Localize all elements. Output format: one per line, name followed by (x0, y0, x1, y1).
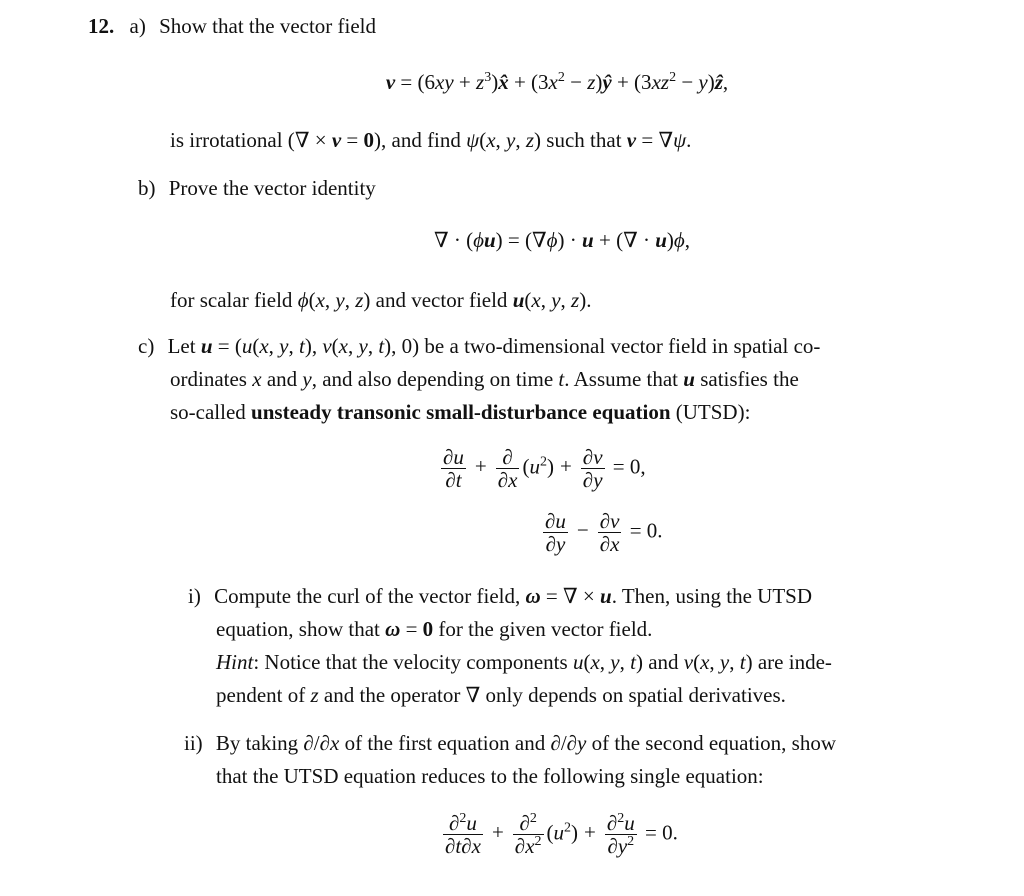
part-c-line2: ordinates x and y, and also depending on time t. Assume that u satisfies the (170, 367, 799, 391)
part-ci-line2: equation, show that ω = 0 for the given vector field. (216, 617, 653, 641)
part-c-line1: c) Let u = (u(x, y, t), v(x, y, t), 0) be a two-dimensional vector field in spatial co- (138, 334, 821, 358)
part-ci-hint: Hint: Notice that the velocity components u(x, y, t) and v(x, y, t) are inde- (216, 650, 832, 674)
part-b-intro: Prove the vector identity (168, 176, 376, 200)
part-b-heading (138, 176, 376, 201)
part-c-line3: so-called unsteady transonic small-disturbance equation (UTSD): (170, 400, 751, 424)
hint-label: Hint (216, 650, 254, 674)
utsd-equation-1: $\frac{\partial u}{\partial t}$ + $\frac{\partial}{\partial x}$ $(u^2)$ + $\frac{\partial v}{\partial y}$ = 0, (443, 445, 646, 493)
utsd-term: unsteady transonic small-disturbance equation (251, 400, 671, 424)
part-ci-line1: i) Compute the curl of the vector field, ω = ∇ × u. Then, using the UTSD (188, 584, 812, 608)
part-a-label: a) (129, 14, 146, 38)
part-cii-label: ii) (184, 731, 203, 755)
part-b-label: b) (138, 176, 156, 200)
vector-identity-equation: ∇ · (ϕu) = (∇ϕ) · u + (∇ · u)ϕ, (433, 228, 691, 252)
part-b-statement: for scalar field ϕ(x, y, z) and vector field u(x, y, z). (170, 288, 592, 312)
part-a-intro: Show that the vector field (159, 14, 377, 38)
part-cii-line2: that the UTSD equation reduces to the following single equation: (216, 764, 764, 788)
part-a-heading (88, 14, 376, 39)
part-a-statement: is irrotational (∇ × v = 0), and find ψ(x, y, z) such that v = ∇ψ. (170, 128, 692, 152)
part-ci-label: i) (188, 584, 201, 608)
utsd-equation-2: $\frac{\partial u}{\partial y}$ − $\frac{\partial v}{\partial x}$ = 0. (545, 509, 663, 557)
vector-field-equation: $v = (6xy + z^3)x̂ + (3x^2$ − z)ŷ + ($3xz^2$ − y)ẑ, (385, 70, 729, 94)
utsd-single-equation: $\frac{\partial^2u}{\partial t\partial x}$ + $\frac{\partial^2}{\partial x^2}$ $(u^2)$ + $\frac{\partial^2u}{\partial y^2}$ = 0. (445, 811, 678, 859)
part-cii-line1: ii) By taking ∂/∂x of the first equation and ∂/∂y of the second equation, show (184, 731, 836, 755)
part-ci-line4: pendent of z and the operator ∇ only depends on spatial derivatives. (216, 683, 786, 707)
part-c-label: c) (138, 334, 155, 358)
problem-number: 12. (88, 14, 115, 38)
